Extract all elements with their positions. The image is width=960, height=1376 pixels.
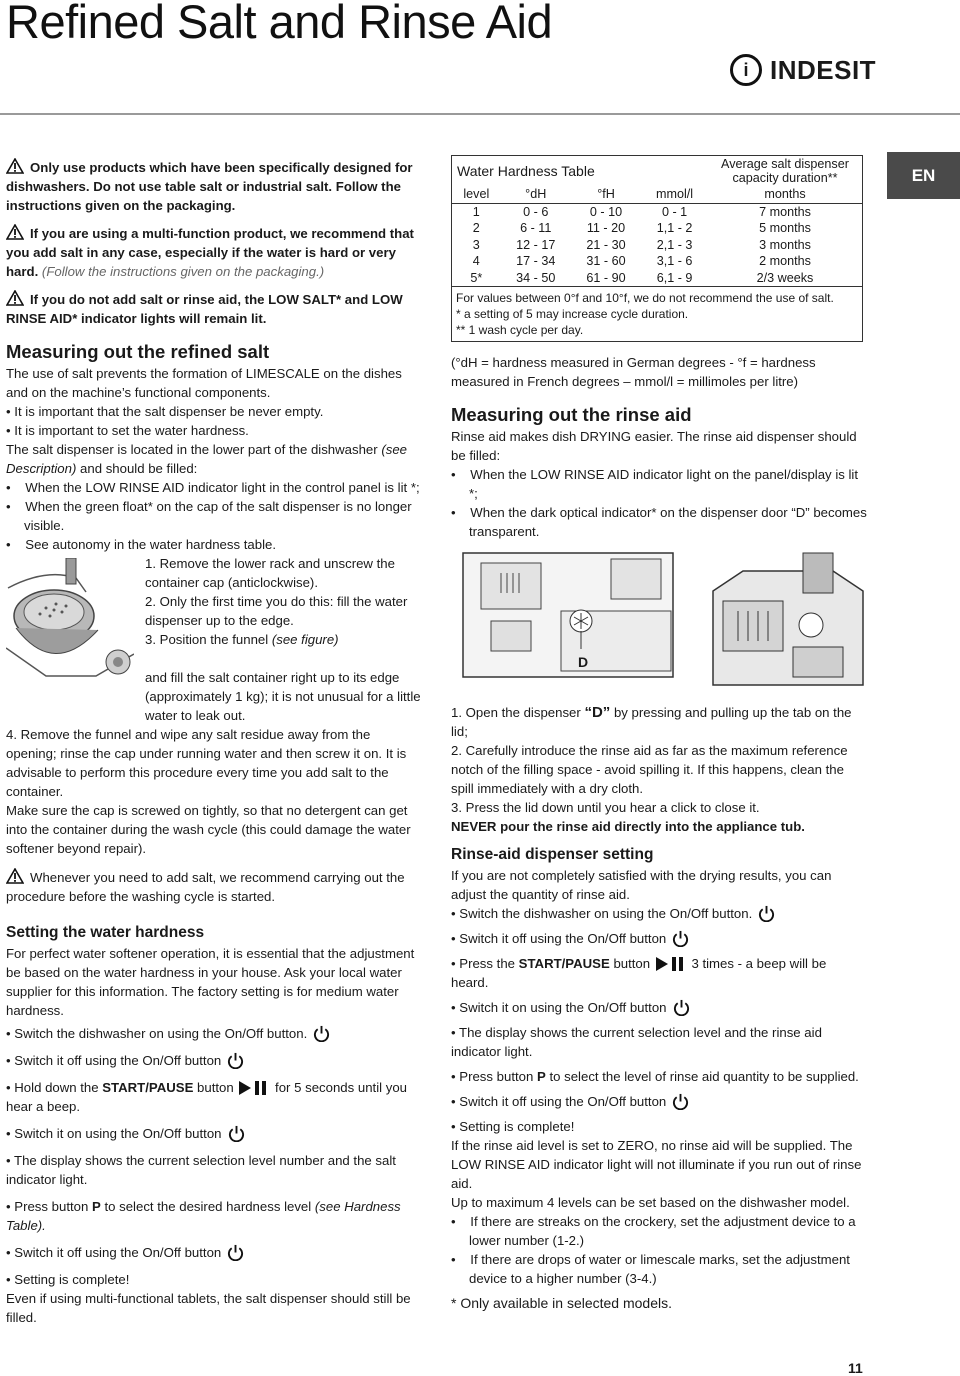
salt-bullet-2: • It is important to set the water hardness. — [6, 423, 249, 438]
table-cell: 3,1 - 6 — [656, 254, 693, 269]
power-icon — [673, 999, 690, 1016]
salt-bullet-1: • It is important that the salt dispenser be never empty. — [6, 404, 324, 419]
power-icon — [672, 1093, 689, 1110]
dispenser-open-figure — [703, 551, 867, 691]
hardness-step-1: • Switch the dishwasher on using the On/Off button. — [6, 1024, 422, 1043]
table-cell: 21 - 30 — [586, 237, 626, 252]
table-cell: 12 - 17 — [516, 237, 556, 252]
col-header: °fH — [571, 186, 641, 203]
never-pour-warning: NEVER pour the rinse aid directly into the appliance tub. — [451, 819, 805, 834]
table-cell: 34 - 50 — [516, 270, 556, 285]
fill-condition-3: • See autonomy in the water hardness table. — [6, 537, 276, 552]
page-number: 11 — [848, 1360, 863, 1376]
brand-logo — [730, 52, 876, 88]
rinse-step-3: • Press the START/PAUSE button 3 times - a beep will be heard. — [451, 956, 827, 990]
power-icon — [758, 905, 775, 922]
rinse-condition-1: • When the LOW RINSE AID indicator light on the panel/display is lit *; — [451, 467, 859, 501]
step-4: 4. Remove the funnel and wipe any salt residue away from the opening; rinse the cap under running water and then screw it on. It is advisable to perform this procedure every time you add salt to the container. — [6, 727, 407, 799]
salt-location: The salt dispenser is located in the lower part of the dishwasher (see Description) and should be filled: — [6, 442, 407, 476]
header-divider — [0, 113, 960, 115]
hardness-step-5: • The display shows the current selection level number and the salt indicator light. — [6, 1153, 396, 1187]
warning-icon — [6, 224, 24, 240]
table-row — [452, 220, 862, 237]
warning-icon — [6, 290, 24, 306]
rinse-figures — [451, 551, 867, 701]
table-row — [452, 203, 862, 220]
rinse-setting-intro: If you are not completely satisfied with the drying results, you can adjust the quantity of rinse aid. — [451, 868, 832, 902]
info-i-icon: i — [730, 54, 762, 86]
funnel-figure — [6, 558, 134, 682]
table-cell: 1 — [472, 204, 480, 219]
warning-1: Only use products which have been specifically designed for dishwashers. Do not use table salt or industrial salt. Follow the instructions given on the packaging. — [6, 160, 413, 213]
table-note: * a setting of 5 may increase cycle duration. — [456, 307, 689, 321]
adjust-bullet-1: • If there are streaks on the crockery, set the adjustment device to a lower number (1-2.) — [451, 1214, 856, 1248]
table-cell: 4 — [472, 254, 480, 269]
fill-condition-1: • When the LOW RINSE AID indicator light in the control panel is lit *; — [6, 480, 420, 495]
power-icon — [313, 1025, 330, 1042]
hardness-step-7: • Switch it off using the On/Off button — [6, 1243, 422, 1262]
table-row — [452, 237, 862, 254]
heading-rinse-setting: Rinse-aid dispenser setting — [451, 846, 654, 863]
table-cell: 6 - 11 — [520, 221, 552, 236]
rinse-step-7: • Switch it off using the On/Off button — [451, 1092, 867, 1111]
open-step-1: 1. Open the dispenser “D” by pressing and pulling up the tab on the lid; — [451, 704, 852, 739]
open-step-2: 2. Carefully introduce the rinse aid as far as the maximum reference notch of the filling space - avoid spilling it. If this happens, clean the spill immediately with a dry cloth. — [451, 743, 848, 796]
table-cell: 0 - 10 — [589, 204, 623, 219]
table-capacity-header: Average salt dispenser capacity duration** — [721, 157, 849, 185]
warning-4: Whenever you need to add salt, we recommend carrying out the procedure before the washing cycle is started. — [6, 870, 405, 904]
left-column — [6, 158, 422, 1327]
col-header: level — [452, 186, 501, 203]
start-pause-icon — [237, 1080, 271, 1096]
warning-icon — [6, 868, 24, 884]
table-cell: 2,1 - 3 — [656, 237, 693, 252]
power-icon — [227, 1244, 244, 1261]
table-title: Water Hardness Table — [457, 163, 595, 179]
table-cell: 31 - 60 — [586, 254, 626, 269]
table-cell: 2 months — [759, 254, 811, 269]
table-notes — [452, 286, 862, 341]
power-icon — [672, 930, 689, 947]
availability-footnote: * Only available in selected models. — [451, 1295, 673, 1311]
table-header-row — [452, 186, 862, 203]
step-1: 1. Remove the lower rack and unscrew the container cap (anticlockwise). — [145, 556, 395, 590]
adjust-bullet-2: • If there are drops of water or limescale marks, set the adjustment device to a higher number (3-4.) — [451, 1252, 850, 1286]
table-cell: 2/3 weeks — [756, 270, 814, 285]
hardness-units-legend: (°dH = hardness measured in German degrees - °f = hardness measured in French degrees – mmol/l = millimoles per litre) — [451, 355, 816, 389]
table-cell: 3 — [472, 237, 480, 252]
warning-3: If you do not add salt or rinse aid, the LOW SALT* and LOW RINSE AID* indicator lights will remain lit. — [6, 292, 403, 326]
table-cell: 3 months — [759, 237, 811, 252]
heading-measuring-salt: Measuring out the refined salt — [6, 341, 270, 362]
table-cell: 1,1 - 2 — [656, 221, 693, 236]
step-3-rest: and fill the salt container right up to its edge (approximately 1 kg); it is not unusual for a little water to leak out. — [145, 670, 421, 723]
table-cell: 17 - 34 — [516, 254, 556, 269]
start-pause-icon — [654, 956, 688, 972]
rinse-levels-note: Up to maximum 4 levels can be set based on the dishwasher model. — [451, 1195, 850, 1210]
warning-icon — [6, 158, 24, 174]
table-cell: 11 - 20 — [586, 221, 626, 236]
page-title: Refined Salt and Rinse Aid — [6, 0, 553, 48]
rinse-step-1: • Switch the dishwasher on using the On/Off button. — [451, 904, 867, 923]
salt-intro: The use of salt prevents the formation of LIMESCALE on the dishes and on the machine’s functional components. — [6, 366, 402, 400]
open-step-3: 3. Press the lid down until you hear a click to close it. — [451, 800, 760, 815]
warning-2: If you are using a multi-function product, we recommend that you add salt in any case, especially if the water is hard or very hard. (Follow the instructions given on the packaging.) — [6, 226, 414, 279]
dispenser-door-figure — [461, 551, 676, 681]
col-header: mmol/l — [641, 186, 708, 203]
hardness-step-3: • Hold down the START/PAUSE button for 5 seconds until you hear a beep. — [6, 1080, 407, 1114]
brand-wordmark: INDESIT — [770, 54, 877, 85]
table-row — [452, 270, 862, 287]
table-cell: 6,1 - 9 — [656, 270, 693, 285]
table-cell: 61 - 90 — [586, 270, 626, 285]
table-cell: 0 - 6 — [523, 204, 549, 219]
col-header: °dH — [501, 186, 571, 203]
hardness-step-6: • Press button P to select the desired hardness level (see Hardness Table). — [6, 1199, 401, 1233]
heading-rinse-aid: Measuring out the rinse aid — [451, 404, 692, 425]
table-cell: 5 months — [759, 221, 811, 236]
table-row — [452, 253, 862, 270]
water-hardness-table — [451, 155, 863, 342]
col-header: months — [708, 186, 862, 203]
steps-list — [145, 554, 422, 649]
fill-condition-2: • When the green float* on the cap of the salt dispenser is no longer visible. — [6, 499, 412, 533]
table-cell: 5* — [470, 270, 483, 285]
tablets-note: Even if using multi-functional tablets, the salt dispenser should still be filled. — [6, 1291, 411, 1325]
table-cell: 2 — [472, 221, 480, 236]
rinse-zero-note: If the rinse aid level is set to ZERO, no rinse aid will be supplied. The LOW RINSE AID indicator light will not illuminate if you run out of rinse aid. — [451, 1138, 862, 1191]
hardness-step-2: • Switch it off using the On/Off button — [6, 1051, 422, 1070]
rinse-intro: Rinse aid makes dish DRYING easier. The rinse aid dispenser should be filled: — [451, 429, 857, 463]
table-note: For values between 0°f and 10°f, we do not recommend the use of salt. — [456, 291, 834, 305]
rinse-condition-2: • When the dark optical indicator* on the dispenser door “D” becomes transparent. — [451, 505, 867, 539]
hardness-step-8: • Setting is complete! — [6, 1272, 130, 1287]
hardness-intro: For perfect water softener operation, it is essential that the adjustment be based on the water hardness in your house. Ask your local water supplier for this information. The factory setting is for medium water hardness. — [6, 946, 415, 1018]
power-icon — [227, 1052, 244, 1069]
steps-with-figure — [6, 554, 422, 688]
cap-warning-text: Make sure the cap is screwed on tightly, so that no detergent can get into the container during the wash cycle (this could damage the water softener beyond repair). — [6, 803, 411, 856]
language-badge: EN — [887, 152, 960, 199]
rinse-step-5: • The display shows the current selection level and the rinse aid indicator light. — [451, 1025, 822, 1059]
table-cell: 7 months — [759, 204, 811, 219]
right-column — [451, 353, 867, 1313]
step-2: 2. Only the first time you do this: fill the water dispenser up to the edge. — [145, 594, 408, 628]
rinse-step-4: • Switch it on using the On/Off button — [451, 998, 867, 1017]
step-3a: 3. Position the funnel (see figure) — [145, 632, 339, 647]
hardness-step-4: • Switch it on using the On/Off button — [6, 1124, 422, 1143]
power-icon — [228, 1125, 245, 1142]
rinse-step-6: • Press button P to select the level of rinse aid quantity to be supplied. — [451, 1069, 859, 1084]
table-note: ** 1 wash cycle per day. — [456, 323, 584, 337]
rinse-step-2: • Switch it off using the On/Off button — [451, 929, 867, 948]
table-cell: 0 - 1 — [661, 204, 688, 219]
heading-setting-hardness: Setting the water hardness — [6, 924, 205, 941]
rinse-step-8: • Setting is complete! — [451, 1119, 575, 1134]
figure-label-d: D — [578, 654, 589, 670]
